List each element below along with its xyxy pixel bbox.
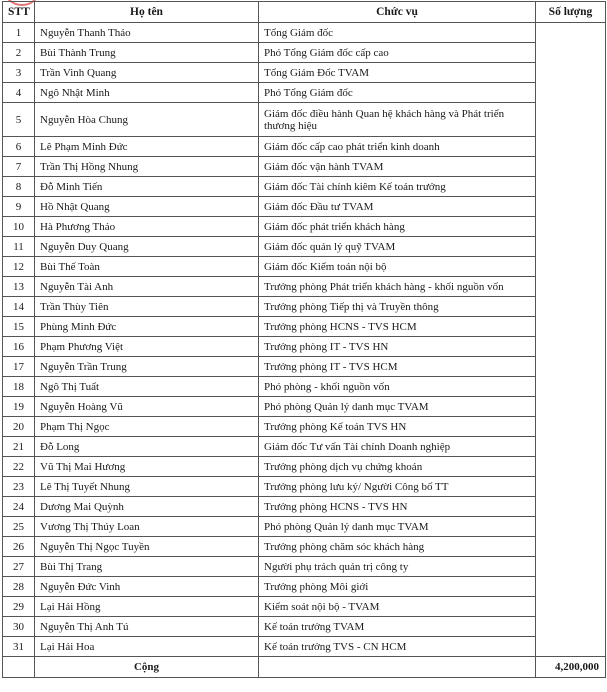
- row-name: Đỗ Minh Tiến: [35, 177, 259, 197]
- row-position: Người phụ trách quản trị công ty: [259, 557, 536, 577]
- table-row: [3, 457, 606, 477]
- row-name: Nguyễn Trần Trung: [35, 357, 259, 377]
- row-position: Giám đốc Tư vấn Tài chính Doanh nghiệp: [259, 437, 536, 457]
- table-row: [3, 377, 606, 397]
- row-quantity: [536, 237, 606, 257]
- row-stt: 28: [3, 577, 35, 597]
- row-stt: 2: [3, 43, 35, 63]
- table-row: [3, 437, 606, 457]
- row-name: Nguyễn Duy Quang: [35, 237, 259, 257]
- row-quantity: [536, 197, 606, 217]
- row-position: Giám đốc Đầu tư TVAM: [259, 197, 536, 217]
- row-position: Tổng Giám Đốc TVAM: [259, 63, 536, 83]
- row-quantity: [536, 517, 606, 537]
- row-name: Hồ Nhật Quang: [35, 197, 259, 217]
- row-name: Hà Phương Thảo: [35, 217, 259, 237]
- table-row: [3, 137, 606, 157]
- row-quantity: [536, 177, 606, 197]
- row-stt: 8: [3, 177, 35, 197]
- row-position: Trưởng phòng IT - TVS HCM: [259, 357, 536, 377]
- row-stt: 23: [3, 477, 35, 497]
- row-name: Trần Thùy Tiên: [35, 297, 259, 317]
- row-name: Phạm Thị Ngọc: [35, 417, 259, 437]
- row-position: Phó phòng - khối nguồn vốn: [259, 377, 536, 397]
- row-name: Trần Vinh Quang: [35, 63, 259, 83]
- row-position: Trưởng phòng Phát triển khách hàng - khối nguồn vốn: [259, 277, 536, 297]
- table-row: [3, 277, 606, 297]
- row-quantity: [536, 437, 606, 457]
- table-row: [3, 103, 606, 137]
- row-quantity: [536, 277, 606, 297]
- row-stt: 16: [3, 337, 35, 357]
- table-row: [3, 517, 606, 537]
- row-quantity: [536, 137, 606, 157]
- row-name: Nguyễn Thị Ngọc Tuyền: [35, 537, 259, 557]
- row-position: Trưởng phòng dịch vụ chứng khoán: [259, 457, 536, 477]
- row-name: Nguyễn Thanh Thảo: [35, 23, 259, 43]
- table-row: [3, 497, 606, 517]
- row-position: Kiểm soát nội bộ - TVAM: [259, 597, 536, 617]
- row-stt: 12: [3, 257, 35, 277]
- row-stt: 13: [3, 277, 35, 297]
- row-stt: 11: [3, 237, 35, 257]
- row-name: Nguyễn Đức Vinh: [35, 577, 259, 597]
- row-quantity: [536, 43, 606, 63]
- row-name: Lê Phạm Minh Đức: [35, 137, 259, 157]
- header-stt: STT: [3, 2, 35, 23]
- row-quantity: [536, 497, 606, 517]
- table-header-row: [3, 2, 606, 23]
- table-row: [3, 417, 606, 437]
- row-position: Trưởng phòng chăm sóc khách hàng: [259, 537, 536, 557]
- row-name: Bùi Thế Toàn: [35, 257, 259, 277]
- row-name: Ngô Nhật Minh: [35, 83, 259, 103]
- row-stt: 22: [3, 457, 35, 477]
- row-position: Trưởng phòng Môi giới: [259, 577, 536, 597]
- row-quantity: [536, 557, 606, 577]
- table-body: [3, 23, 606, 657]
- row-quantity: [536, 63, 606, 83]
- row-quantity: [536, 637, 606, 657]
- table-row: [3, 217, 606, 237]
- total-stt-cell: [3, 657, 35, 678]
- row-name: Nguyễn Hoàng Vũ: [35, 397, 259, 417]
- row-stt: 31: [3, 637, 35, 657]
- row-quantity: [536, 537, 606, 557]
- table-row: [3, 63, 606, 83]
- table-row: [3, 177, 606, 197]
- row-quantity: [536, 297, 606, 317]
- table-row: [3, 197, 606, 217]
- row-stt: 9: [3, 197, 35, 217]
- total-label: Cộng: [35, 657, 259, 678]
- table-row: [3, 357, 606, 377]
- row-name: Lại Hải Hồng: [35, 597, 259, 617]
- row-name: Bùi Thị Trang: [35, 557, 259, 577]
- table-row: [3, 337, 606, 357]
- table-row: [3, 477, 606, 497]
- row-position: Trưởng phòng Tiếp thị và Truyền thông: [259, 297, 536, 317]
- row-name: Vũ Thị Mai Hương: [35, 457, 259, 477]
- table-row: [3, 557, 606, 577]
- row-stt: 30: [3, 617, 35, 637]
- row-stt: 18: [3, 377, 35, 397]
- row-stt: 21: [3, 437, 35, 457]
- row-quantity: [536, 23, 606, 43]
- row-position: Phó Tổng Giám đốc cấp cao: [259, 43, 536, 63]
- row-name: Lê Thị Tuyết Nhung: [35, 477, 259, 497]
- row-position: Trưởng phòng HCNS - TVS HN: [259, 497, 536, 517]
- table-row: [3, 637, 606, 657]
- row-name: Dương Mai Quỳnh: [35, 497, 259, 517]
- row-quantity: [536, 397, 606, 417]
- row-position: Kế toán trưởng TVAM: [259, 617, 536, 637]
- table-row: [3, 23, 606, 43]
- table-row: [3, 617, 606, 637]
- row-quantity: [536, 217, 606, 237]
- row-stt: 5: [3, 103, 35, 137]
- row-stt: 7: [3, 157, 35, 177]
- row-quantity: [536, 577, 606, 597]
- table-row: [3, 317, 606, 337]
- row-name: Vương Thị Thúy Loan: [35, 517, 259, 537]
- row-position: Giám đốc quản lý quỹ TVAM: [259, 237, 536, 257]
- header-name: Họ tên: [35, 2, 259, 23]
- row-stt: 25: [3, 517, 35, 537]
- row-stt: 20: [3, 417, 35, 437]
- row-position: Giám đốc điều hành Quan hệ khách hàng và Phát triển thương hiệu: [259, 103, 536, 137]
- row-quantity: [536, 157, 606, 177]
- row-stt: 1: [3, 23, 35, 43]
- row-stt: 15: [3, 317, 35, 337]
- row-stt: 14: [3, 297, 35, 317]
- table-row: [3, 297, 606, 317]
- table-row: [3, 157, 606, 177]
- row-name: Nguyễn Tài Anh: [35, 277, 259, 297]
- employee-table: [2, 1, 606, 678]
- row-position: Phó phòng Quản lý danh mục TVAM: [259, 397, 536, 417]
- row-position: Phó Tổng Giám đốc: [259, 83, 536, 103]
- row-name: Bùi Thành Trung: [35, 43, 259, 63]
- row-stt: 19: [3, 397, 35, 417]
- row-name: Phùng Minh Đức: [35, 317, 259, 337]
- row-position: Trưởng phòng Kế toán TVS HN: [259, 417, 536, 437]
- row-quantity: [536, 477, 606, 497]
- row-position: Kế toán trưởng TVS - CN HCM: [259, 637, 536, 657]
- row-position: Giám đốc Kiểm toán nội bộ: [259, 257, 536, 277]
- row-position: Trưởng phòng IT - TVS HN: [259, 337, 536, 357]
- row-quantity: [536, 617, 606, 637]
- row-quantity: [536, 317, 606, 337]
- row-position: Giám đốc cấp cao phát triển kinh doanh: [259, 137, 536, 157]
- row-position: Trưởng phòng HCNS - TVS HCM: [259, 317, 536, 337]
- table-row: [3, 43, 606, 63]
- row-stt: 24: [3, 497, 35, 517]
- row-stt: 27: [3, 557, 35, 577]
- row-stt: 17: [3, 357, 35, 377]
- row-quantity: [536, 357, 606, 377]
- table-row: [3, 597, 606, 617]
- row-name: Nguyễn Thị Anh Tú: [35, 617, 259, 637]
- row-name: Đỗ Long: [35, 437, 259, 457]
- total-amount: 4,200,000: [536, 657, 606, 678]
- row-position: Tổng Giám đốc: [259, 23, 536, 43]
- total-row: [3, 657, 606, 678]
- row-name: Phạm Phương Việt: [35, 337, 259, 357]
- table-row: [3, 257, 606, 277]
- total-position-cell: [259, 657, 536, 678]
- row-position: Giám đốc phát triển khách hàng: [259, 217, 536, 237]
- row-stt: 29: [3, 597, 35, 617]
- header-quantity: Số lượng: [536, 2, 606, 23]
- row-quantity: [536, 597, 606, 617]
- row-position: Trưởng phòng lưu ký/ Người Công bố TT: [259, 477, 536, 497]
- table-row: [3, 577, 606, 597]
- table-row: [3, 537, 606, 557]
- table-row: [3, 83, 606, 103]
- row-quantity: [536, 83, 606, 103]
- row-quantity: [536, 377, 606, 397]
- row-quantity: [536, 457, 606, 477]
- row-quantity: [536, 257, 606, 277]
- table-row: [3, 237, 606, 257]
- row-quantity: [536, 337, 606, 357]
- table-row: [3, 397, 606, 417]
- row-stt: 10: [3, 217, 35, 237]
- row-quantity: [536, 103, 606, 137]
- row-stt: 4: [3, 83, 35, 103]
- row-name: Trần Thị Hồng Nhung: [35, 157, 259, 177]
- row-quantity: [536, 417, 606, 437]
- row-position: Phó phòng Quản lý danh mục TVAM: [259, 517, 536, 537]
- header-position: Chức vụ: [259, 2, 536, 23]
- row-position: Giám đốc vận hành TVAM: [259, 157, 536, 177]
- row-name: Lại Hải Hoa: [35, 637, 259, 657]
- row-name: Nguyễn Hòa Chung: [35, 103, 259, 137]
- row-stt: 3: [3, 63, 35, 83]
- row-stt: 26: [3, 537, 35, 557]
- row-name: Ngô Thị Tuất: [35, 377, 259, 397]
- row-stt: 6: [3, 137, 35, 157]
- row-position: Giám đốc Tài chính kiêm Kế toán trưởng: [259, 177, 536, 197]
